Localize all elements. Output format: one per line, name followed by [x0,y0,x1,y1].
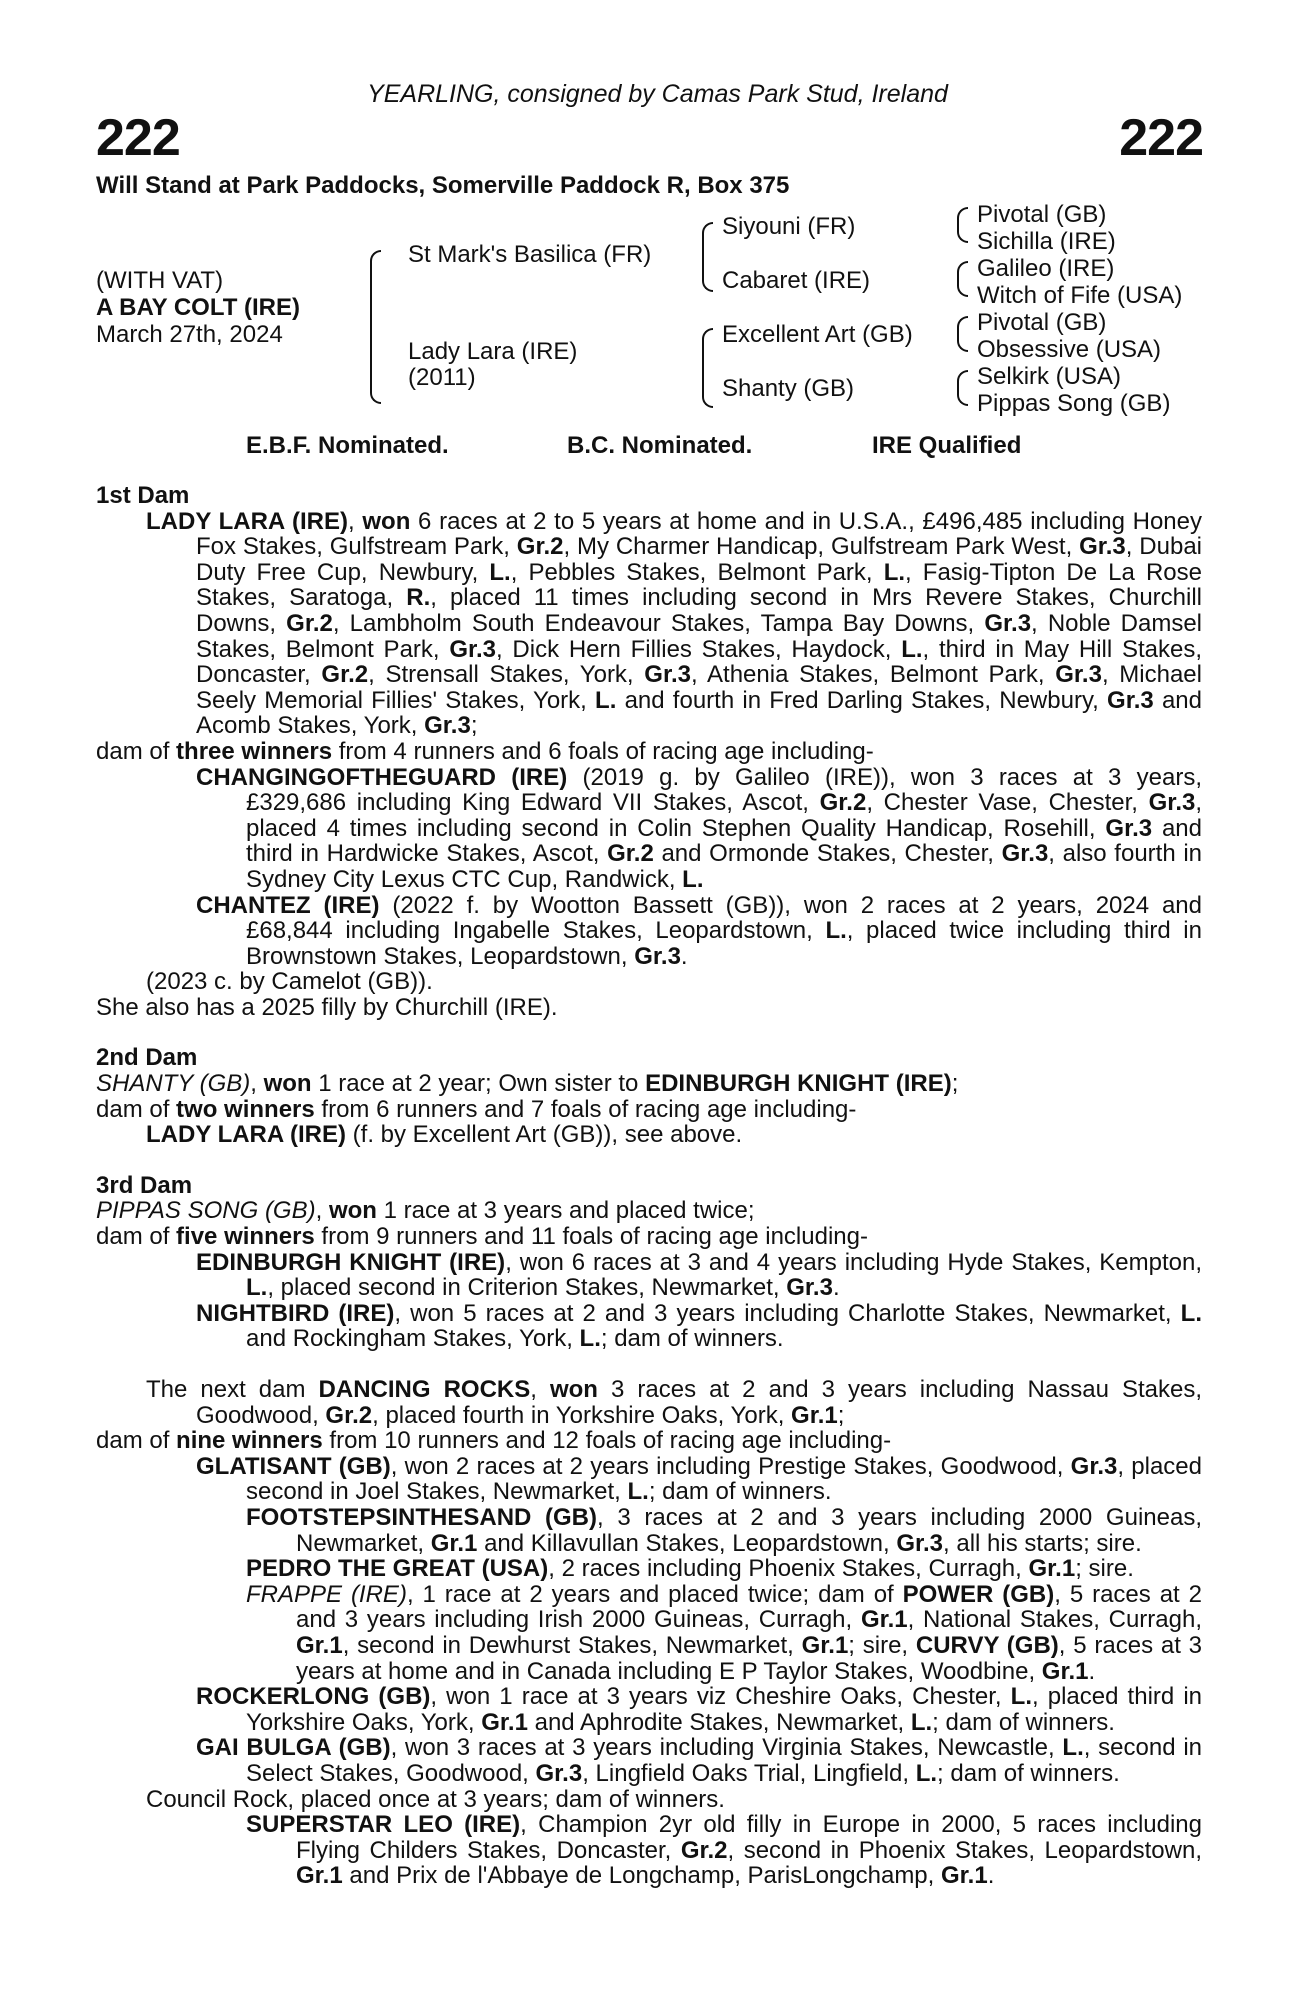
produce-superstar-leo: SUPERSTAR LEO (IRE), Champion 2yr old filly in Europe in 2000, 5 races including Flying Childers Stakes, Doncaster, Gr.2, second in Phoenix Stakes, Leopardstown, Gr.1 and Prix de l'Abbaye de Longchamp, ParisLongchamp, Gr.1. [246,1811,1202,1890]
gg-4: Witch of Fife (USA) [977,282,1183,309]
gg-2: Sichilla (IRE) [977,228,1116,255]
dam3-record: PIPPAS SONG (GB), won 1 race at 3 years and placed twice; [96,1197,755,1225]
dam2-record: SHANTY (GB), won 1 race at 2 year; Own sister to EDINBURGH KNIGHT (IRE); [96,1070,959,1098]
next-dam-record: The next dam DANCING ROCKS, won 3 races at 2 and 3 years including Nassau Stakes, Goodwood, Gr.2, placed fourth in Yorkshire Oaks, York, Gr.1; [146,1376,1202,1429]
gg-7: Selkirk (USA) [977,363,1122,390]
lot-number-left: 222 [96,109,180,167]
horse-name: A BAY COLT (IRE) [96,294,301,321]
gg-1: Pivotal (GB) [977,201,1107,228]
dam-year: (2011) [408,364,476,391]
lot-number-right: 222 [1119,109,1203,167]
produce-footstepsinthesand: FOOTSTEPSINTHESAND (GB), 3 races at 2 and 3 years including 2000 Guineas, Newmarket, Gr.1 and Killavullan Stakes, Leopardstown, Gr.3, all his starts; sire. [246,1503,1202,1557]
pedigree-brace-gg4 [957,370,968,406]
produce-2023-colt: (2023 c. by Camelot (GB)). [146,968,433,996]
dam3-produce-summary: dam of five winners from 9 runners and 11 foals of racing age including- [96,1223,868,1251]
pedigree-brace-gg3 [957,316,968,352]
foaling-date: March 27th, 2024 [96,321,283,348]
gg-5: Pivotal (GB) [977,309,1107,336]
ebf-nominated: E.B.F. Nominated. [246,432,449,459]
gg-6: Obsessive (USA) [977,336,1162,363]
section-2nd-dam: 2nd Dam [96,1044,198,1072]
dam-dam: Shanty (GB) [722,375,855,402]
dam-sire: Excellent Art (GB) [722,321,913,348]
produce-gai-bulga: GAI BULGA (GB), won 3 races at 3 years including Virginia Stakes, Newcastle, L., second in Select Stakes, Goodwood, Gr.3, Lingfield Oaks Trial, Lingfield, L.; dam of winners. [196,1734,1202,1787]
ire-qualified: IRE Qualified [872,432,1022,459]
produce-glatisant: GLATISANT (GB), won 2 races at 2 years including Prestige Stakes, Goodwood, Gr.3, placed second in Joel Stakes, Newmarket, L.; dam of winners. [196,1452,1202,1506]
pedigree-brace-main [370,250,381,404]
produce-council-rock: Council Rock, placed once at 3 years; dam of winners. [146,1785,725,1813]
dam2-produce-summary: dam of two winners from 6 runners and 7 foals of racing age including- [96,1095,857,1123]
stand-location: Will Stand at Park Paddocks, Somerville Paddock R, Box 375 [96,172,790,199]
produce-2025-filly: She also has a 2025 filly by Churchill (IRE). [96,993,558,1021]
dam2-produce-lady-lara: LADY LARA (IRE) (f. by Excellent Art (GB)), see above. [146,1121,743,1149]
dam1-produce-summary: dam of three winners from 4 runners and 6 foals of racing age including- [96,737,874,765]
bc-nominated: B.C. Nominated. [567,432,753,459]
dam1-record: LADY LARA (IRE), won 6 races at 2 to 5 years at home and in U.S.A., £496,485 including Honey Fox Stakes, Gulfstream Park, Gr.2, My Charmer Handicap, Gulfstream Park West, Gr.3, Dubai Duty Free Cup, Newbury, L., Pebbles Stakes, Belmont Park, L., Fasig-Tipton De La Rose Stakes, Saratoga, R., placed 11 times including second in Mrs Revere Stakes, Churchill Downs, Gr.2, Lambholm South Endeavour Stakes, Tampa Bay Downs, Gr.3, Noble Damsel Stakes, Belmont Park, Gr.3, Dick Hern Fillies Stakes, Haydock, L., third in May Hill Stakes, Doncaster, Gr.2, Strensall Stakes, York, Gr.3, Athenia Stakes, Belmont Park, Gr.3, Michael Seely Memorial Fillies' Stakes, York, L. and fourth in Fred Darling Stakes, Newbury, Gr.3 and Acomb Stakes, York, Gr.3; [146,507,1203,740]
produce-changingoftheguard: CHANGINGOFTHEGUARD (IRE) (2019 g. by Galileo (IRE)), won 3 races at 3 years, £329,686 including King Edward VII Stakes, Ascot, Gr.2, Chester Vase, Chester, Gr.3, placed 4 times including second in Colin Stephen Quality Handicap, Rosehill, Gr.3 and third in Hardwicke Stakes, Ascot, Gr.2 and Ormonde Stakes, Chester, Gr.3, also fourth in Sydney City Lexus CTC Cup, Randwick, L. [196,763,1203,893]
produce-pedro-the-great: PEDRO THE GREAT (USA), 2 races including Phoenix Stakes, Curragh, Gr.1; sire. [246,1555,1134,1583]
section-1st-dam: 1st Dam [96,482,190,509]
next-dam-produce-summary: dam of nine winners from 10 runners and 12 foals of racing age including- [96,1427,892,1455]
produce-nightbird: NIGHTBIRD (IRE), won 5 races at 2 and 3 years including Charlotte Stakes, Newmarket, L. and Rockingham Stakes, York, L.; dam of winners. [196,1299,1202,1353]
sire: St Mark's Basilica (FR) [408,241,652,268]
dam: Lady Lara (IRE) [408,338,578,365]
section-3rd-dam: 3rd Dam [96,1171,193,1199]
sire-dam: Cabaret (IRE) [722,267,871,294]
pedigree-brace-gg1 [957,207,968,243]
catalogue-body [96,483,1202,1889]
pedigree-brace-sire [702,222,713,292]
produce-rockerlong: ROCKERLONG (GB), won 1 race at 3 years viz Cheshire Oaks, Chester, L., placed third in Yorkshire Oaks, York, Gr.1 and Aphrodite Stakes, Newmarket, L.; dam of winners. [196,1683,1203,1736]
vat-note: (WITH VAT) [96,267,224,294]
gg-8: Pippas Song (GB) [977,390,1171,417]
sire-sire: Siyouni (FR) [722,213,856,240]
consignment-header: YEARLING, consigned by Camas Park Stud, Ireland [367,80,948,108]
pedigree-brace-gg2 [957,261,968,297]
pedigree-brace-dam [702,328,713,408]
produce-frappe: FRAPPE (IRE), 1 race at 2 years and placed twice; dam of POWER (GB), 5 races at 2 and 3 years including Irish 2000 Guineas, Curragh, Gr.1, National Stakes, Curragh, Gr.1, second in Dewhurst Stakes, Newmarket, Gr.1; sire, CURVY (GB), 5 races at 3 years at home and in Canada including E P Taylor Stakes, Woodbine, Gr.1. [246,1580,1203,1685]
produce-chantez: CHANTEZ (IRE) (2022 f. by Wootton Bassett (GB)), won 2 races at 2 years, 2024 and £68,844 including Ingabelle Stakes, Leopardstown, L., placed twice including third in Brownstown Stakes, Leopardstown, Gr.3. [196,891,1202,970]
gg-3: Galileo (IRE) [977,255,1115,282]
produce-edinburgh-knight: EDINBURGH KNIGHT (IRE), won 6 races at 3 and 4 years including Hyde Stakes, Kempton, L., placed second in Criterion Stakes, Newmarket, Gr.3. [196,1248,1203,1302]
